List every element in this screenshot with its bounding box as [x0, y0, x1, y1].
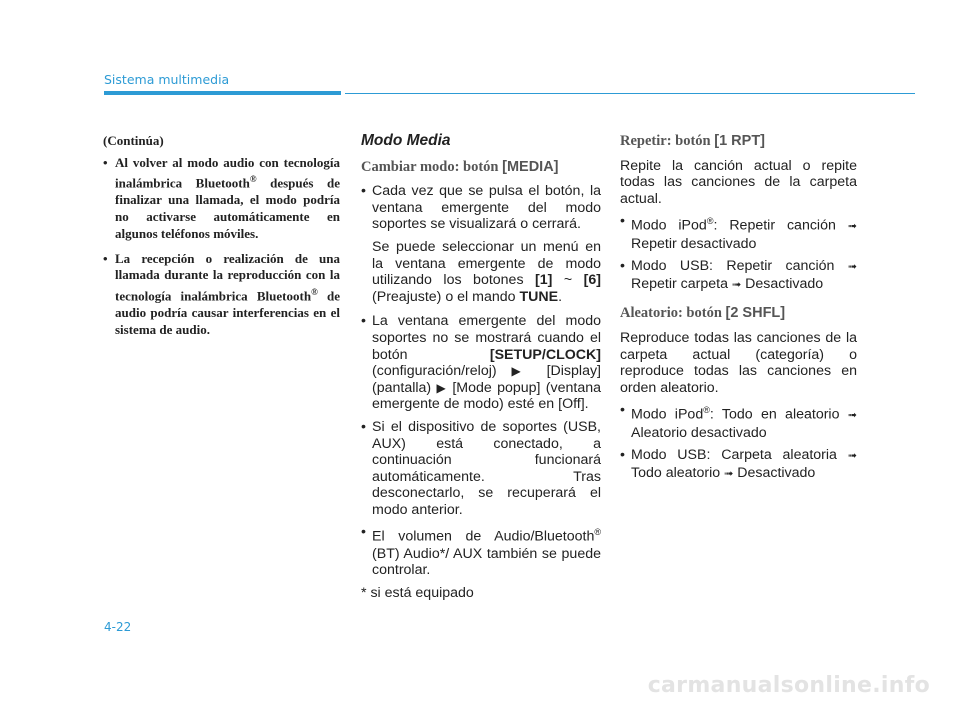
arrow-icon: ➟ [847, 410, 858, 423]
page-number: 4-22 [104, 620, 132, 634]
list-item: • Modo USB: Carpeta aleatoria ➟ Todo aleatorio ➟ Desactivado [620, 447, 857, 482]
arrow-icon: ➟ [731, 278, 742, 291]
triangle-arrow-icon: ▶ [436, 380, 448, 395]
section-title: Sistema multimedia [104, 72, 230, 87]
list-item: • Modo iPod®: Repetir canción ➟ Repetir desactivado [620, 213, 857, 252]
list-item: • Si el dispositivo de soportes (USB, AUX) está conectado, a continuación funcionará automáticamente. Tras desconectarlo, se recuperará el modo anterior. [361, 419, 601, 519]
footnote: * si está equipado [361, 584, 474, 601]
subheading: Cambiar modo: botón [MEDIA] [361, 158, 559, 175]
list-item: • Al volver al modo audio con tecnología inalámbrica Bluetooth® después de finalizar una llamada, el modo podría no activarse automáticamente en algunos teléfonos móviles. [103, 155, 340, 243]
registered-mark: ® [594, 527, 601, 538]
list-item-detail: Se puede seleccionar un menú en la ventana emergente de modo utilizando los botones [1] ~ [6] (Preajuste) o el mando TUNE. [372, 238, 601, 305]
continues-label: (Continúa) [103, 133, 164, 148]
registered-mark: ® [249, 174, 257, 185]
arrow-icon: ➟ [847, 221, 858, 234]
arrow-icon: ➟ [724, 467, 734, 480]
column-3 [620, 133, 857, 489]
arrow-icon: ➟ [847, 261, 857, 274]
list-item: • El volumen de Audio/Bluetooth® (BT) Audio*/ AUX también se puede controlar. [361, 524, 601, 579]
list-item: • La recepción o realización de una llamada durante la reproducción con la tecnología inalámbrica Bluetooth® de audio podría causar interferencias en el sistema de audio. [103, 251, 340, 339]
list-item: • Modo USB: Repetir canción ➟ Repetir carpeta ➟ Desactivado [620, 258, 857, 293]
registered-mark: ® [311, 286, 318, 297]
registered-mark: ® [703, 405, 710, 416]
column-2 [361, 133, 601, 607]
list-item: • Modo iPod®: Todo en aleatorio ➟ Aleatorio desactivado [620, 402, 857, 441]
header-rule-thick [104, 91, 341, 95]
triangle-arrow-icon: ▶ [511, 364, 532, 379]
watermark: carmanualsonline.info [647, 673, 930, 698]
subheading-shuffle: Aleatorio: botón [2 SHFL] [620, 305, 786, 322]
header-rule-thin [345, 93, 915, 94]
paragraph: Repite la canción actual o repite todas las canciones de la carpeta actual. [620, 157, 857, 207]
registered-mark: ® [706, 216, 714, 227]
section-heading: Modo Media [361, 132, 451, 149]
subheading-repeat: Repetir: botón [1 RPT] [620, 133, 765, 149]
paragraph: Reproduce todas las canciones de la carpeta actual (categoría) o reproduce todas las canciones en orden aleatorio. [620, 330, 857, 396]
list-item: • La ventana emergente del modo soportes no se mostrará cuando el botón [SETUP/CLOCK] (configuración/reloj) ▶ [Display] (pantalla) ▶ [Mode popup] (ventana emergente de modo) esté en [Off]. [361, 313, 601, 413]
arrow-icon: ➟ [847, 450, 857, 463]
list-item: • Cada vez que se pulsa el botón, la ventana emergente del modo soportes se visualizará o cerrará. [361, 183, 601, 233]
column-1 [103, 133, 340, 346]
